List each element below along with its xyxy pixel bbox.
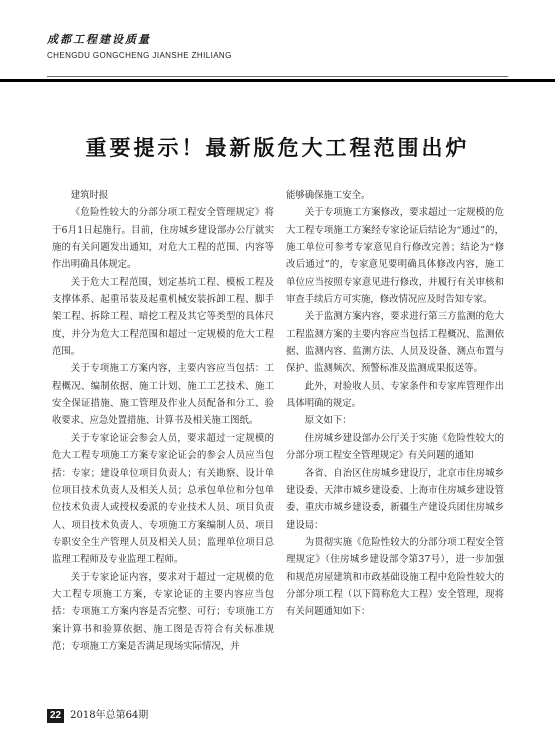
right-column bbox=[286, 187, 504, 621]
paragraph: 关于专项施工方案内容，主要内容应当包括：工程概况、编制依据、施工计划、施工工艺技术、施工安全保证措施、施工管理及作业人员配备和分工、验收要求、应急处置措施、计算书及相关施工图纸。 bbox=[52, 363, 274, 427]
paragraph-continuation: 能够确保施工安全。 bbox=[286, 190, 371, 201]
left-column bbox=[52, 187, 274, 655]
notice-addressees: 各省、自治区住房城乡建设厅，北京市住房城乡建设委、天津市城乡建设委、上海市住房城乡建设管委、重庆市城乡建设委，新疆生产建设兵团住房城乡建设局： bbox=[286, 467, 504, 531]
paragraph: 为贯彻实施《危险性较大的分部分项工程安全管理规定》（住房城乡建设部令第37号），进一步加强和规范房屋建筑和市政基础设施工程中危险性较大的分部分项工程（以下简称危大工程）安全管理，现将有关问题通知如下： bbox=[286, 536, 504, 618]
paragraph: 此外，对验收人员、专家条件和专家库管理作出具体明确的规定。 bbox=[286, 380, 504, 410]
journal-name-cn: 成都工程建设质量 bbox=[47, 33, 151, 46]
paragraph: 关于危大工程范围，划定基坑工程、模板工程及支撑体系、起重吊装及起重机械安装拆卸工程、脚手架工程、拆除工程、暗挖工程及其它等类型的具体尺度，并分为危大工程范围和超过一定规模的危大工程范围。 bbox=[52, 276, 274, 358]
notice-title: 住房城乡建设部办公厅关于实施《危险性较大的分部分项工程安全管理规定》有关问题的通知 bbox=[286, 432, 504, 462]
source-line: 建筑时报 bbox=[70, 190, 109, 201]
header-thin-rule bbox=[47, 76, 508, 77]
paragraph: 关于专家论证内容，要求对于超过一定规模的危大工程专项施工方案，专家论证的主要内容应当包括：专项施工方案内容是否完整、可行；专项施工方案计算书和验算依据、施工图是否符合有关标准规范；专项施工方案是否满足现场实际情况，并 bbox=[52, 571, 274, 652]
issue-info: 2018年总第64期 bbox=[70, 710, 149, 721]
paragraph: 关于专家论证会参会人员，要求超过一定规模的危大工程专项施工方案专家论证会的参会人员应当包括：专家；建设单位项目负责人；有关勘察、设计单位项目技术负责人及相关人员；总承包单位和分包单位技术负责人或授权委派的专业技术人员、项目负责人、项目技术负责人、专项施工方案编制人员、项目专职安全生产管理人员及相关人员；监理单位项目总监理工程师及专业监理工程师。 bbox=[52, 432, 274, 566]
paragraph: 原文如下： bbox=[304, 415, 352, 427]
article-title: 重要提示！最新版危大工程范围出炉 bbox=[85, 135, 470, 160]
paragraph: 关于监测方案内容，要求进行第三方监测的危大工程监测方案的主要内容应当包括工程概况、监测依据、监测内容、监测方法、人员及设备、测点布置与保护、监测频次、预警标准及监测成果报送等。 bbox=[286, 311, 504, 375]
paragraph: 《危险性较大的分部分项工程安全管理规定》将于6月1日起施行。目前，住房城乡建设部办公厅就实施的有关问题发出通知，对危大工程的范围、内容等作出明确具体规定。 bbox=[52, 207, 274, 271]
journal-name-en: CHENGDU GONGCHENG JIANSHE ZHILIANG bbox=[47, 51, 232, 60]
header-thick-rule bbox=[0, 79, 555, 82]
page-number: 22 bbox=[47, 709, 64, 723]
paragraph: 关于专项施工方案修改，要求超过一定规模的危大工程专项施工方案经专家论证后结论为“通过”的，施工单位可参考专家意见自行修改完善；结论为“修改后通过”的，专家意见要明确具体修改内容，施工单位应当按照专家意见进行修改，并履行有关审核和审查手续后方可实施，修改情况应及时告知专家。 bbox=[286, 207, 504, 306]
journal-header bbox=[47, 33, 507, 61]
page-footer bbox=[47, 708, 148, 724]
